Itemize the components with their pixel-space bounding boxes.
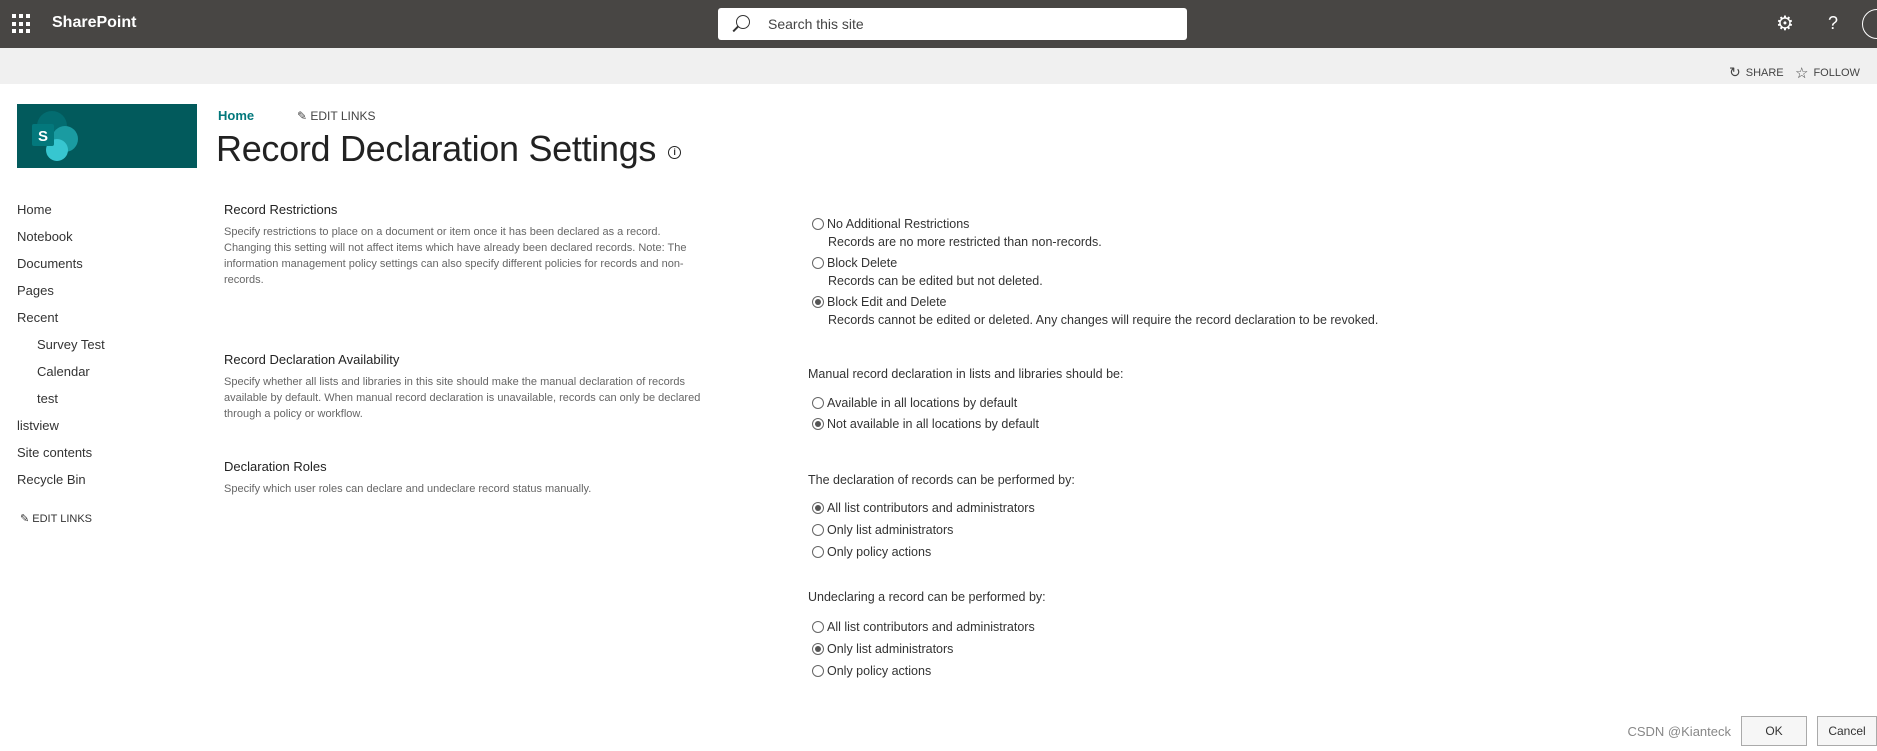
option-help: Records are no more restricted than non-records. xyxy=(828,235,1102,249)
radio-button[interactable] xyxy=(812,621,824,633)
option-label: Only list administrators xyxy=(827,642,954,656)
title-row xyxy=(216,128,681,170)
nav-calendar[interactable]: Calendar xyxy=(37,364,90,379)
ok-button[interactable]: OK xyxy=(1741,716,1807,746)
cancel-button[interactable]: Cancel xyxy=(1817,716,1877,746)
nav-pages[interactable]: Pages xyxy=(17,283,54,298)
share-label: SHARE xyxy=(1745,66,1784,79)
option-label: All list contributors and administrators xyxy=(827,620,1035,634)
radio-undeclare-policy[interactable] xyxy=(812,664,931,678)
section-title-restrictions: Record Restrictions xyxy=(224,202,338,217)
radio-block-delete[interactable] xyxy=(812,256,897,270)
radio-available[interactable] xyxy=(812,396,1017,410)
brand-link[interactable]: SharePoint xyxy=(52,14,137,31)
radio-block-edit-delete[interactable] xyxy=(812,295,947,309)
search-placeholder: Search this site xyxy=(768,16,864,32)
radio-button[interactable] xyxy=(812,296,824,308)
radio-not-available[interactable] xyxy=(812,417,1039,431)
radio-button[interactable] xyxy=(812,524,824,536)
nav-documents[interactable]: Documents xyxy=(17,256,83,271)
radio-button[interactable] xyxy=(812,665,824,677)
pencil-icon: ✎ xyxy=(20,513,33,525)
option-help: Records can be edited but not deleted. xyxy=(828,274,1043,288)
info-icon[interactable]: i xyxy=(668,146,681,159)
settings-gear-icon[interactable]: ⚙ xyxy=(1776,13,1794,35)
radio-declare-contributors[interactable] xyxy=(812,501,1035,515)
nav-home[interactable]: Home xyxy=(17,202,52,217)
search-icon xyxy=(736,15,750,29)
radio-button[interactable] xyxy=(812,546,824,558)
radio-button[interactable] xyxy=(812,218,824,230)
site-logo[interactable] xyxy=(17,104,197,168)
declare-prompt: The declaration of records can be performed by: xyxy=(808,473,1075,487)
undeclare-prompt: Undeclaring a record can be performed by: xyxy=(808,590,1046,604)
nav-site-contents[interactable]: Site contents xyxy=(17,445,93,460)
search-input[interactable] xyxy=(718,8,1187,40)
radio-declare-admins[interactable] xyxy=(812,523,953,537)
sharepoint-logo-icon xyxy=(17,104,197,168)
section-desc-availability: Specify whether all lists and libraries in this site should make the manual declaration of records available by default. When manual record declaration is unavailable, records can only be declared through a policy or workflow. xyxy=(224,376,701,420)
suite-bar xyxy=(0,48,1877,84)
radio-button[interactable] xyxy=(812,643,824,655)
app-launcher-icon[interactable] xyxy=(12,14,32,34)
nav-edit-links[interactable] xyxy=(20,512,92,525)
radio-button[interactable] xyxy=(812,257,824,269)
section-title-roles: Declaration Roles xyxy=(224,459,327,474)
follow-label: FOLLOW xyxy=(1813,67,1860,79)
section-title-availability: Record Declaration Availability xyxy=(224,352,400,367)
option-label: All list contributors and administrators xyxy=(827,501,1035,515)
share-button[interactable] xyxy=(1729,64,1784,81)
nav-recent[interactable]: Recent xyxy=(17,310,59,325)
section-desc-restrictions: Specify restrictions to place on a document or item once it has been declared as a record. Changing this setting will not affect items which have already been declared records. Note: The information management policy settings can also specify different policies for records and non-records. xyxy=(224,226,687,286)
radio-button[interactable] xyxy=(812,418,824,430)
option-label: Only list administrators xyxy=(827,523,954,537)
edit-links-label: EDIT LINKS xyxy=(310,109,376,123)
option-label: Not available in all locations by default xyxy=(827,417,1039,431)
edit-links-label: EDIT LINKS xyxy=(32,513,92,525)
option-label: Available in all locations by default xyxy=(827,396,1018,410)
radio-undeclare-admins[interactable] xyxy=(812,642,953,656)
star-icon: ☆ xyxy=(1795,65,1809,82)
availability-prompt: Manual record declaration in lists and libraries should be: xyxy=(808,367,1124,381)
watermark: CSDN @Kianteck xyxy=(1627,724,1731,739)
option-label: Only policy actions xyxy=(827,545,932,559)
section-desc-roles: Specify which user roles can declare and undeclare record status manually. xyxy=(224,483,592,495)
option-label: Only policy actions xyxy=(827,664,932,678)
radio-button[interactable] xyxy=(812,502,824,514)
breadcrumb-home[interactable]: Home xyxy=(218,108,255,123)
option-label: Block Delete xyxy=(827,256,898,270)
edit-links-top[interactable] xyxy=(297,109,376,123)
option-label: Block Edit and Delete xyxy=(827,295,947,309)
share-icon: ↻ xyxy=(1729,64,1741,80)
option-label: No Additional Restrictions xyxy=(827,217,970,231)
help-icon[interactable]: ? xyxy=(1828,13,1839,33)
radio-undeclare-contributors[interactable] xyxy=(812,620,1035,634)
nav-test[interactable]: test xyxy=(37,391,58,406)
radio-declare-policy[interactable] xyxy=(812,545,931,559)
radio-button[interactable] xyxy=(812,397,824,409)
suite-header xyxy=(0,0,1877,48)
pencil-icon: ✎ xyxy=(297,109,311,123)
nav-listview[interactable]: listview xyxy=(17,418,59,433)
radio-no-restrictions[interactable] xyxy=(812,217,969,231)
svg-text:S: S xyxy=(38,128,49,145)
page-title: Record Declaration Settings xyxy=(216,128,657,169)
follow-button[interactable] xyxy=(1795,64,1860,82)
account-avatar[interactable] xyxy=(1862,9,1877,39)
nav-recycle-bin[interactable]: Recycle Bin xyxy=(17,472,86,487)
option-help: Records cannot be edited or deleted. Any changes will require the record declaration to be revoked. xyxy=(828,313,1379,327)
nav-survey-test[interactable]: Survey Test xyxy=(37,337,105,352)
nav-notebook[interactable]: Notebook xyxy=(17,229,73,244)
